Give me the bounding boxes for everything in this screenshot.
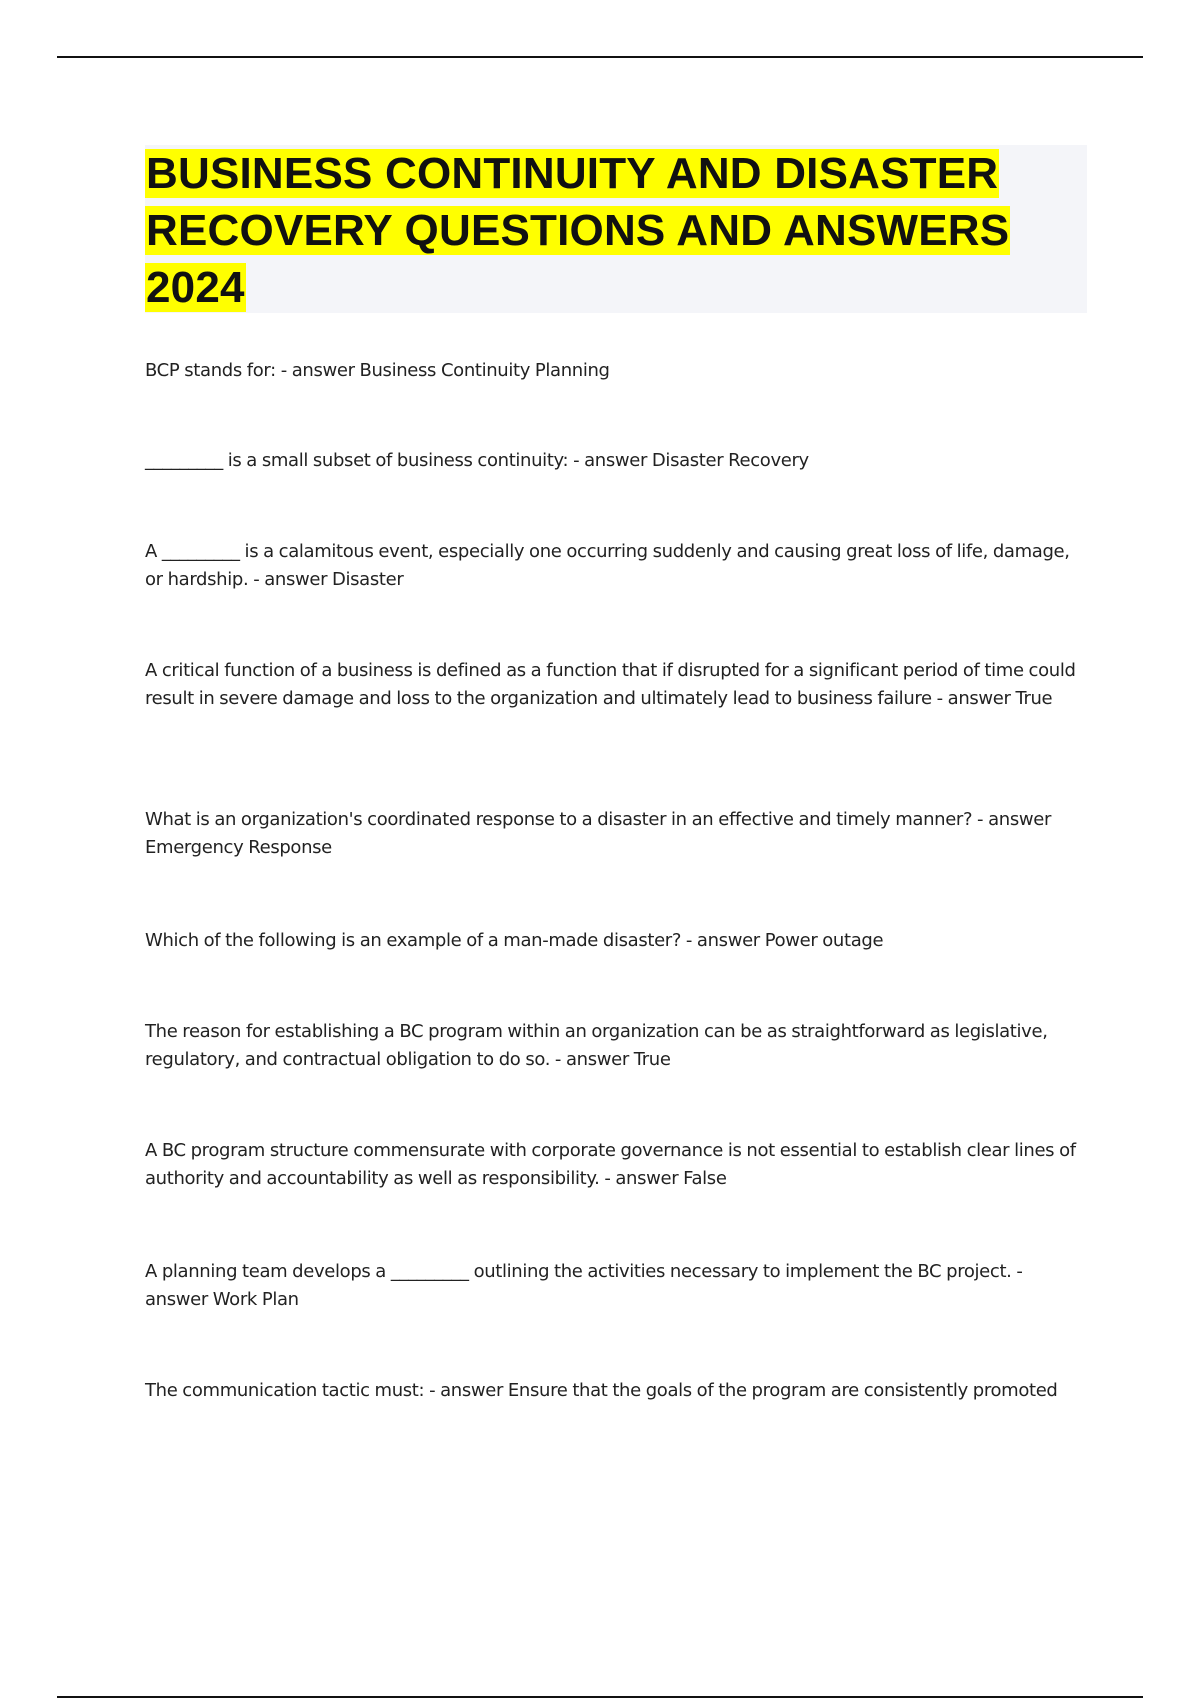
title-line-2: RECOVERY QUESTIONS AND ANSWERS xyxy=(146,206,1010,255)
qa-item: _________ is a small subset of business continuity: - answer Disaster Recovery xyxy=(145,450,809,471)
title-block xyxy=(145,145,1087,313)
document-title xyxy=(145,145,1087,316)
qa-item: What is an organization's coordinated response to a disaster in an effective and timely manner? - answer Emergency Response xyxy=(145,809,1051,858)
qa-item: The communication tactic must: - answer Ensure that the goals of the program are consistently promoted xyxy=(145,1380,1058,1401)
top-rule xyxy=(57,56,1143,58)
qa-item: A BC program structure commensurate with corporate governance is not essential to establish clear lines of authority and accountability as well as responsibility. - answer False xyxy=(145,1140,1076,1189)
title-line-1: BUSINESS CONTINUITY AND DISASTER xyxy=(146,149,999,198)
qa-item: A _________ is a calamitous event, especially one occurring suddenly and causing great loss of life, damage, or hardship. - answer Disaster xyxy=(145,541,1070,590)
qa-item: A critical function of a business is defined as a function that if disrupted for a significant period of time could result in severe damage and loss to the organization and ultimately lead to business failure - answer True xyxy=(145,660,1076,709)
qa-item: Which of the following is an example of a man-made disaster? - answer Power outage xyxy=(145,930,884,951)
qa-item: A planning team develops a _________ outlining the activities necessary to implement the BC project. - answer Work Plan xyxy=(145,1261,1023,1310)
qa-item: The reason for establishing a BC program within an organization can be as straightforward as legislative, regulatory, and contractual obligation to do so. - answer True xyxy=(145,1021,1048,1070)
qa-item: BCP stands for: - answer Business Continuity Planning xyxy=(145,360,610,381)
title-line-3: 2024 xyxy=(146,263,245,312)
bottom-rule xyxy=(57,1696,1143,1698)
